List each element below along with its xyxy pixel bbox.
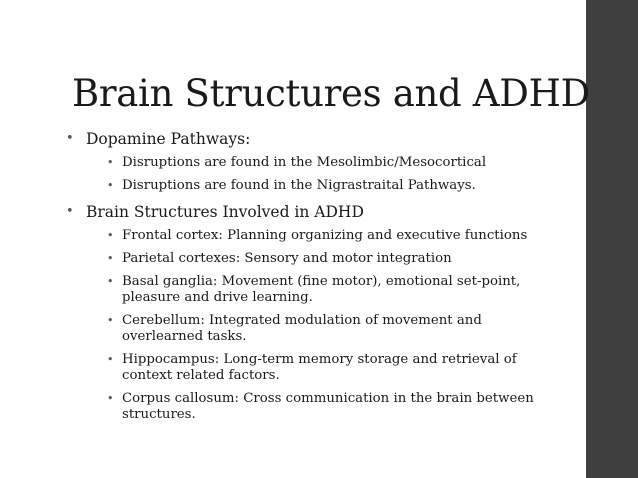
list-item-text: Parietal cortexes: Sensory and motor integration: [122, 251, 452, 266]
side-accent-bar: [586, 0, 638, 478]
list-item: [104, 352, 580, 384]
section-dopamine-pathways: [62, 130, 580, 194]
bullet-icon: •: [66, 131, 74, 146]
section-heading: Dopamine Pathways:: [86, 130, 251, 148]
bullet-icon: •: [107, 179, 114, 192]
list-item: [104, 178, 580, 194]
bullet-icon: •: [107, 314, 114, 327]
bullet-icon: •: [107, 275, 114, 288]
sub-bullet-list: [86, 228, 580, 423]
list-item: [104, 228, 580, 244]
list-item: [104, 251, 580, 267]
bullet-icon: •: [107, 392, 114, 405]
list-item-text: Frontal cortex: Planning organizing and executive functions: [122, 228, 528, 243]
bullet-icon: •: [107, 252, 114, 265]
list-item-text: Hippocampus: Long-term memory storage and retrieval of context related factors.: [122, 352, 517, 383]
sub-bullet-list: [86, 155, 580, 194]
list-item-text: Basal ganglia: Movement (fine motor), emotional set-point, pleasure and drive learning.: [122, 274, 521, 305]
section-brain-structures: [62, 203, 580, 423]
list-item-text: Corpus callosum: Cross communication in the brain between structures.: [122, 391, 534, 422]
list-item: [104, 313, 580, 345]
slide-content: [62, 130, 580, 432]
slide-title: Brain Structures and ADHD: [72, 72, 590, 115]
list-item: [104, 155, 580, 171]
section-heading: Brain Structures Involved in ADHD: [86, 203, 364, 221]
list-item-text: Cerebellum: Integrated modulation of movement and overlearned tasks.: [122, 313, 482, 344]
list-item: [104, 391, 580, 423]
bullet-icon: •: [107, 156, 114, 169]
list-item-text: Disruptions are found in the Nigrastraital Pathways.: [122, 178, 476, 193]
list-item: [104, 274, 580, 306]
bullet-icon: •: [107, 229, 114, 242]
bullet-icon: •: [66, 204, 74, 219]
bullet-icon: •: [107, 353, 114, 366]
list-item-text: Disruptions are found in the Mesolimbic/Mesocortical: [122, 155, 487, 170]
bullet-list: [62, 130, 580, 423]
